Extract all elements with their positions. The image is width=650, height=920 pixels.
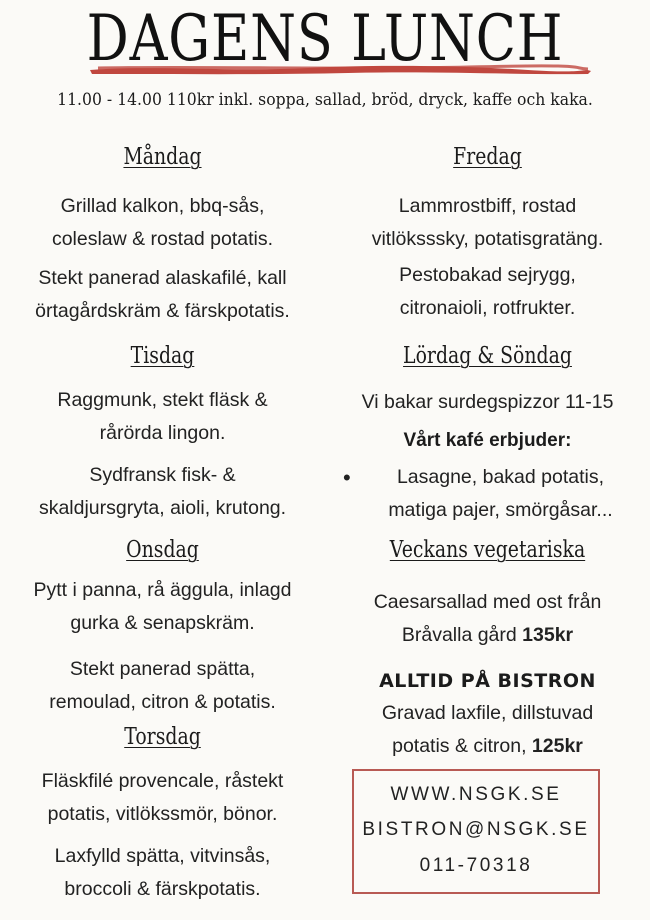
veg-dish: Caesarsallad med ost från Bråvalla gård 135kr <box>373 591 602 646</box>
kafe-bullet-item: • Lasagne, bakad potatis, matiga pajer, smörgåsar... <box>333 461 650 527</box>
dish-torsdag-2: Laxfylld spätta, vitvinsås, broccoli & färskpotatis. <box>54 845 271 900</box>
dish-onsdag-2: Stekt panerad spätta, remoulad, citron & potatis. <box>49 658 276 713</box>
alltid-heading: ALLTID PÅ BISTRON <box>379 670 596 692</box>
dish-onsdag-1: Pytt i panna, rå äggula, inlagd gurka & senapskräm. <box>33 579 292 634</box>
day-heading-vegetariska: Veckans vegetariska <box>389 537 586 563</box>
dish-fredag-1: Lammrostbiff, rostad vitlöksssky, potatisgratäng. <box>371 195 604 250</box>
dish-torsdag-1: Fläskfilé provencale, råstekt potatis, vitlökssmör, bönor. <box>41 770 284 825</box>
page-subtitle: 11.00 - 14.00 110kr inkl. soppa, sallad, bröd, dryck, kaffe och kaka. <box>57 90 593 110</box>
contact-box <box>352 769 600 894</box>
day-heading-tisdag: Tisdag <box>130 343 195 369</box>
day-heading-fredag: Fredag <box>453 144 522 170</box>
alltid-price: 125kr <box>531 735 583 757</box>
alltid-dish: Gravad laxfile, dillstuvad potatis & citron, 125kr <box>381 702 594 757</box>
bullet-icon: • <box>343 465 351 490</box>
dish-tisdag-2: Sydfransk fisk- & skaldjursgryta, aioli, krutong. <box>38 464 287 519</box>
dish-fredag-2: Pestobakad sejrygg, citronaioli, rotfrukter. <box>399 264 576 319</box>
kafe-heading: Vårt kafé erbjuder: <box>403 430 572 451</box>
day-heading-torsdag: Torsdag <box>124 724 201 750</box>
day-heading-onsdag: Onsdag <box>126 537 199 563</box>
veg-price: 135kr <box>522 624 574 646</box>
page-title: DAGENS LUNCH <box>86 2 564 76</box>
phone-number[interactable]: 011-70318 <box>419 855 533 876</box>
day-heading-helg: Lördag & Söndag <box>403 343 572 369</box>
day-heading-mandag: Måndag <box>123 144 202 170</box>
dish-mandag-1: Grillad kalkon, bbq-sås, coleslaw & rostad potatis. <box>51 195 274 250</box>
dish-tisdag-1: Raggmunk, stekt fläsk & rårörda lingon. <box>57 389 268 444</box>
dish-mandag-2: Stekt panerad alaskafilé, kall örtagårdskräm & färskpotatis. <box>35 267 290 322</box>
website-link[interactable]: WWW.NSGK.SE <box>390 784 562 805</box>
pizza-line: Vi bakar surdegspizzor 11-15 <box>361 391 614 413</box>
email-link[interactable]: BISTRON@NSGK.SE <box>362 819 590 840</box>
